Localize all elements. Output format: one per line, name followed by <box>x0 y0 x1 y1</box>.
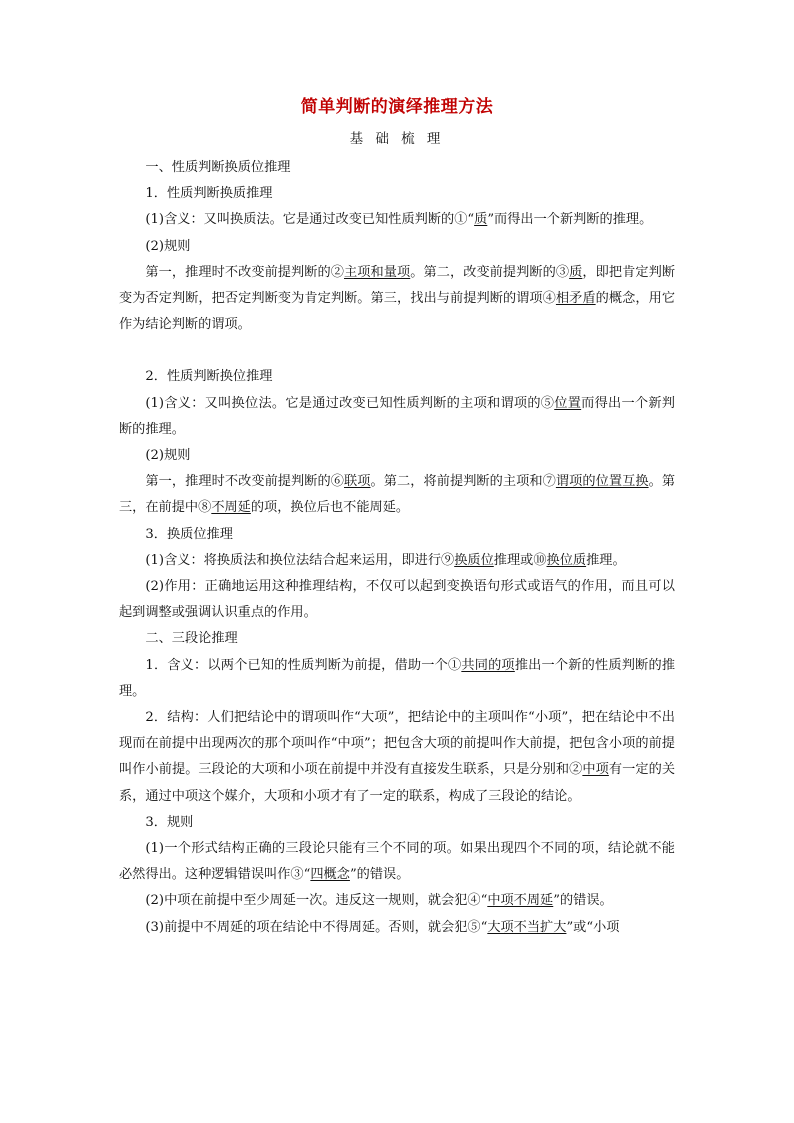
answer-blank: 位置 <box>554 395 582 411</box>
answer-blank: 换质位 <box>454 552 494 568</box>
paragraph-1-3-function: (2)作用：正确地运用这种推理结构，不仅可以起到变换语句形式或语气的作用，而且可以起到调整或强调认识重点的作用。 <box>119 579 675 621</box>
text-run: 的项，换位后也不能周延。 <box>250 500 410 516</box>
text-run: 。第二，改变前提判断的③ <box>410 264 570 280</box>
paragraph-1-2-rules <box>119 469 675 521</box>
heading-section-1: 一、性质判断换质位推理 <box>145 160 291 175</box>
section-subtitle: 基 础 梳 理 <box>349 131 445 147</box>
paragraph-2-3-rule-2 <box>119 888 675 914</box>
text-run: ”或“小项 <box>566 919 620 935</box>
paragraph-1-2-rules-label: (2)规则 <box>145 448 191 464</box>
heading-1-2: 2．性质判断换位推理 <box>145 369 273 385</box>
text-run: (1)含义：将换质法和换位法结合起来运用，即进行⑨ <box>145 552 455 568</box>
paragraph-2-2-structure <box>119 705 675 810</box>
text-run: 推理或⑩ <box>493 552 547 568</box>
answer-blank: 换位质 <box>546 552 587 568</box>
text-run: 1．含义：以两个已知的性质判断为前提，借助一个① <box>145 657 462 673</box>
text-run: 推出一个新的性质判断的推理。 <box>119 657 676 699</box>
paragraph-1-2-definition <box>119 391 675 443</box>
paragraph-1-1-rules-label: (2)规则 <box>145 238 191 254</box>
text-run: (1)含义：又叫换质法。它是通过改变已知性质判断的①“ <box>145 212 475 228</box>
answer-blank: 质 <box>474 212 488 228</box>
answer-blank: 共同的项 <box>461 657 515 673</box>
heading-2-3: 3．规则 <box>145 814 194 830</box>
answer-blank: 联项 <box>344 474 371 490</box>
text-run: ”而得出一个新判断的推理。 <box>487 212 653 228</box>
text-run: ，即把肯定判断变为否定判断，把否定判断变为肯定判断。第三，找出与前提判断的谓项④ <box>119 264 676 307</box>
text-run: 第一，推理时不改变前提判断的② <box>145 264 345 280</box>
text-run: 的概念，用它作为结论判断的谓项。 <box>119 291 676 333</box>
paragraph-1-3-definition <box>119 548 675 574</box>
document-page <box>119 96 675 941</box>
answer-blank: 谓项的位置互换 <box>555 474 649 490</box>
text-run: ”的错误。 <box>553 893 613 909</box>
answer-blank: 四概念 <box>310 867 350 883</box>
text-run: 。第二，将前提判断的主项和⑦ <box>370 474 556 490</box>
answer-blank: 相矛盾 <box>555 291 596 307</box>
text-run: (1)含义：又叫换位法。它是通过改变已知性质判断的主项和谓项的⑤ <box>145 395 555 411</box>
text-run: (1)一个形式结构正确的三段论只能有三个不同的项。如果出现四个不同的项，结论就不能必然得出。这种逻辑错误叫作③“ <box>119 841 675 883</box>
text-run: ”的错误。 <box>349 867 410 883</box>
text-run: 推理。 <box>586 552 626 568</box>
text-run: (2)中项在前提中至少周延一次。违反这一规则，就会犯④“ <box>145 893 488 909</box>
text-run: (3)前提中不周延的项在结论中不得周延。否则，就会犯⑤“ <box>145 919 488 935</box>
answer-blank: 大项不当扩大 <box>487 919 567 935</box>
answer-blank: 主项和量项 <box>344 264 411 280</box>
text-run: 第一，推理时不改变前提判断的⑥ <box>145 474 345 490</box>
document-title: 简单判断的演绎推理方法 <box>300 97 494 117</box>
answer-blank: 中项 <box>582 762 609 778</box>
heading-1-3: 3．换质位推理 <box>145 526 233 542</box>
heading-section-2: 二、三段论推理 <box>145 631 238 647</box>
paragraph-1-1-definition <box>119 207 675 233</box>
answer-blank: 中项不周延 <box>487 893 554 909</box>
paragraph-2-1-definition <box>119 653 675 705</box>
paragraph-1-1-rules <box>119 260 675 339</box>
answer-blank: 不周延 <box>211 500 251 516</box>
text-run: 。第三，在前提中⑧ <box>119 474 676 516</box>
answer-blank: 质 <box>569 264 583 280</box>
heading-1-1: 1．性质判断换质推理 <box>145 186 273 202</box>
paragraph-2-3-rule-3 <box>119 915 675 941</box>
paragraph-2-3-rule-1 <box>119 836 675 888</box>
text-run: 有一定的关系，通过中项这个媒介，大项和小项才有了一定的联系，构成了三段论的结论。 <box>119 762 676 804</box>
text-run: 而得出一个新判断的推理。 <box>119 395 675 437</box>
text-run: 2．结构：人们把结论中的谓项叫作“大项”，把结论中的主项叫作“小项”，把在结论中不出现而在前提中出现两次的那个项叫作“中项”；把包含大项的前提叫作大前提，把包含小项的前提叫作小前提。三段论的大项和小项在前提中并没有直接发生联系，只是分别和② <box>119 710 675 778</box>
